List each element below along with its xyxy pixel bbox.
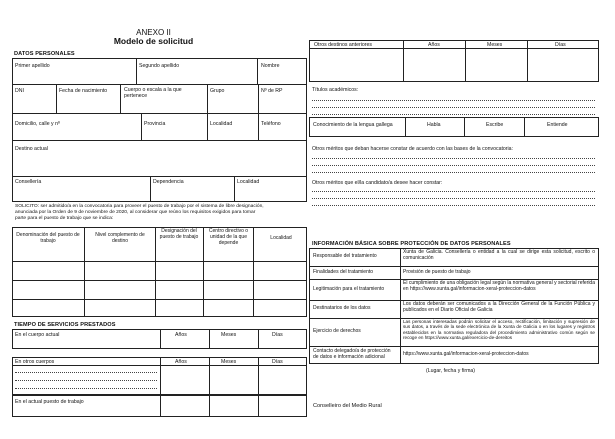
phone-field[interactable]: Teléfono	[261, 121, 281, 127]
dependency-field[interactable]: Dependencia	[153, 179, 184, 185]
department-field[interactable]: Consellería	[15, 179, 42, 185]
privacy-row-value: Xunta de Galicia. Consellería o entidad a la cual se dirige esta solicitud, escrito o comunicación	[403, 249, 595, 261]
speak-column-header: Habla	[427, 122, 441, 128]
first-surname-field[interactable]: Primer apellido	[15, 63, 50, 69]
job-table-header: Localidad	[270, 235, 292, 241]
months-column-header: Meses	[487, 42, 503, 48]
write-column-header: Escribe	[486, 122, 504, 128]
job-table-header: Designación del puesto de trabajo	[159, 228, 199, 240]
understand-column-header: Entiende	[547, 122, 568, 128]
job-table-header: Centro directivo o unidad de la que depende	[208, 228, 249, 246]
months-column-header: Meses	[221, 359, 237, 365]
job-table-header: Denominación del puesto de trabajo	[16, 232, 80, 244]
galician-language-label: Conocimiento de la lengua gallega	[313, 122, 393, 128]
privacy-heading: INFORMACIÓN BÁSICA SOBRE PROTECCIÓN DE DATOS PERSONALES	[312, 241, 511, 247]
locality-field[interactable]: Localidad	[210, 121, 233, 127]
services-heading: TIEMPO DE SERVICIOS PRESTADOS	[14, 322, 116, 328]
rp-number-field[interactable]: Nº de RP	[261, 88, 283, 94]
group-field[interactable]: Grupo	[210, 88, 225, 94]
other-merits-label: Otros méritos que deban hacerse constar de acuerdo con las bases de la convocatoria:	[312, 146, 513, 152]
days-column-header: Días	[272, 332, 283, 338]
request-text-line1: SOLICITO: ser admitido/a en la convocatoria para proveer el puesto de trabajo por el sistema de libre designación,	[15, 204, 264, 209]
privacy-row-value: Las personas interesadas podrán solicitar el acceso, rectificación, limitación y supresión de sus datos, a través de la sede electrónica de la Xunta de Galicia o en los lugares y registros establecidos en la normativa reguladora del procedimiento administrativo común según se recoge en https://www.xunta.gal/exercicio-de-dereitos	[403, 319, 595, 340]
other-corps-line[interactable]	[15, 380, 157, 381]
years-column-header: Años	[428, 42, 440, 48]
name-field[interactable]: Nombre	[261, 63, 280, 69]
other-merits-line[interactable]	[312, 158, 595, 159]
privacy-row-value: Los datos deberán ser comunicados a la Dirección General de la Función Pública y publicados en el Diario Oficial de Galicia	[403, 301, 595, 313]
academic-titles-line[interactable]	[312, 100, 595, 101]
corps-field[interactable]: Cuerpo o escala a la que	[124, 87, 182, 93]
academic-titles-line[interactable]	[312, 114, 595, 115]
other-merits-line[interactable]	[312, 172, 595, 173]
days-column-header: Días	[555, 42, 566, 48]
place-date-signature: (Lugar, fecha y firma)	[426, 368, 476, 374]
candidate-merits-line[interactable]	[312, 191, 595, 192]
privacy-row-label: Finalidades del tratamiento	[313, 269, 374, 275]
address-field[interactable]: Domicilio, calle y nº	[15, 121, 60, 127]
privacy-row-label: Responsable del tratamiento	[313, 253, 377, 259]
other-corps-label: En otros cuerpos	[15, 359, 55, 365]
candidate-merits-line[interactable]	[312, 198, 595, 199]
days-column-header: Días	[272, 359, 283, 365]
years-column-header: Años	[175, 332, 187, 338]
academic-titles-label: Títulos académicos:	[312, 87, 359, 93]
request-text-line2: anunciada por la Orden de 9 de noviembre de 2020, al considerar que reúno los requisitos exigidos para tomar	[15, 210, 256, 215]
job-table-header: Nivel complemento de destino	[95, 232, 145, 244]
academic-titles-line[interactable]	[312, 107, 595, 108]
candidate-merits-line[interactable]	[312, 205, 595, 206]
form-title: Modelo de solicitud	[113, 36, 194, 46]
privacy-row-label: Legitimación para el tratamiento	[313, 286, 385, 292]
privacy-row-label: Ejercicio de derechos	[313, 328, 361, 334]
dni-field[interactable]: DNI	[15, 88, 24, 94]
months-column-header: Meses	[221, 332, 237, 338]
other-merits-line[interactable]	[312, 165, 595, 166]
privacy-row-value: Provisión de puesto de trabajo	[403, 269, 471, 275]
addressee: Conselleiro del Medio Rural	[313, 403, 382, 409]
request-text-line3: parte para el puesto de trabajo que se indica:	[15, 216, 114, 221]
privacy-row-value: https://www.xunta.gal/informacion-xeral-proteccion-datos	[403, 351, 529, 357]
other-corps-line[interactable]	[15, 388, 157, 389]
province-field[interactable]: Provincia	[144, 121, 166, 127]
current-destination-field[interactable]: Destino actual	[15, 146, 48, 152]
corps-field-line2: pertenece	[124, 93, 148, 99]
current-post-label: En el actual puesto de trabajo	[15, 399, 84, 405]
previous-posts-label: Otros destinos anteriores	[314, 42, 372, 48]
privacy-row-value: El cumplimiento de una obligación legal según la normativa general y sectorial referida en https://www.xunta.gal/informacion-xeral-proteccion-datos	[403, 280, 595, 292]
own-corps-label: En el cuerpo actual	[15, 332, 60, 338]
locality2-field[interactable]: Localidad	[237, 179, 260, 185]
personal-data-heading: DATOS PERSONALES	[14, 51, 75, 57]
other-corps-line[interactable]	[15, 372, 157, 373]
candidate-merits-label: Otros méritos que el/la candidato/a desee hacer constar:	[312, 180, 443, 186]
years-column-header: Años	[175, 359, 187, 365]
privacy-row-label: Contacto delegado/a de protección de datos e información adicional	[313, 348, 391, 360]
privacy-row-label: Destinatarios de los datos	[313, 305, 371, 311]
annex-label: ANEXO II	[136, 28, 171, 37]
second-surname-field[interactable]: Segundo apellido	[139, 63, 180, 69]
birth-date-field[interactable]: Fecha de nacimiento	[59, 88, 108, 94]
